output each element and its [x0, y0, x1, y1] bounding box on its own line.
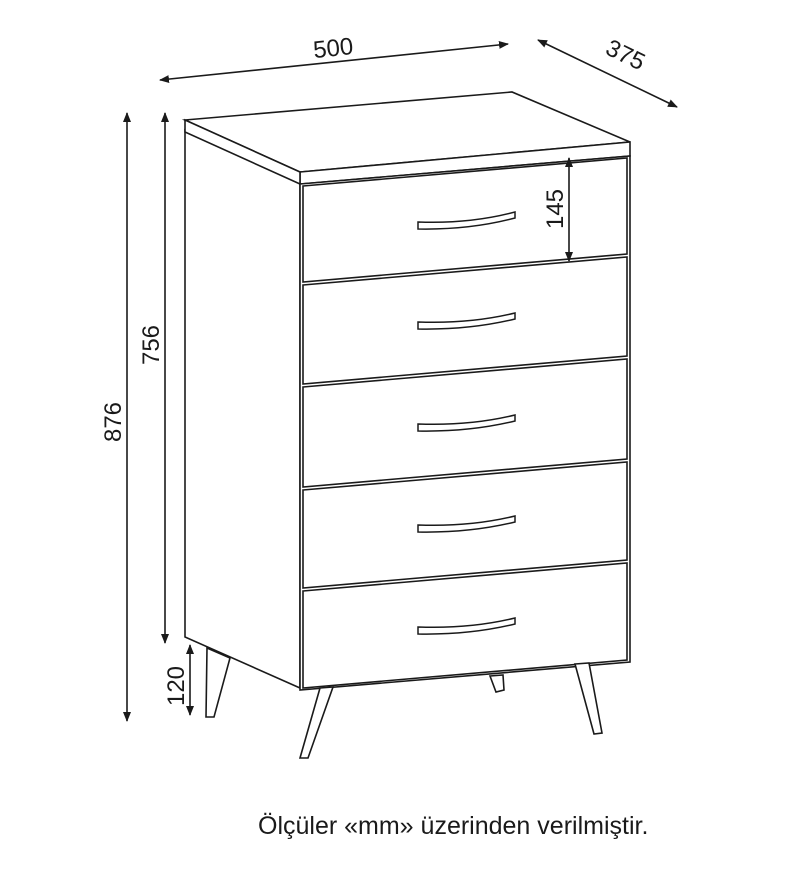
body-height-label: 756: [138, 324, 165, 366]
measurement-units-note: Ölçüler «mm» üzerinden verilmiştir.: [258, 812, 649, 840]
side-panel: [185, 130, 300, 688]
depth-label: 375: [601, 34, 650, 77]
width-label: 500: [311, 33, 355, 65]
leg-front-right: [575, 663, 602, 734]
leg-back-right: [490, 675, 504, 692]
leg-back-left: [206, 648, 230, 717]
drawer-height-label: 145: [542, 188, 569, 230]
total-height-label: 876: [100, 401, 127, 443]
leg-front-left: [300, 687, 333, 758]
leg-height-label: 120: [163, 665, 190, 707]
